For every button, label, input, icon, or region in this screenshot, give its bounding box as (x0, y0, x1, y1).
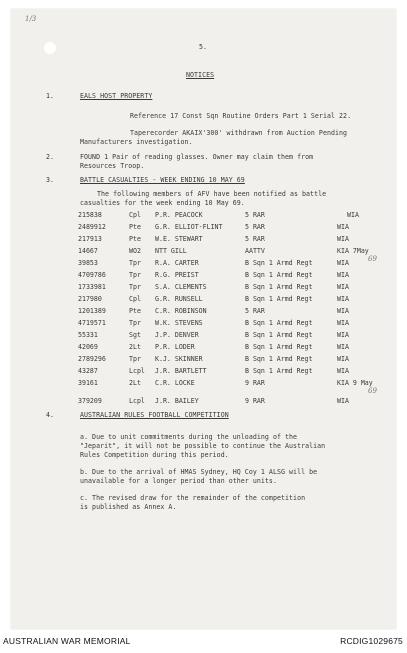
unit: AATTV (245, 247, 265, 255)
document-page (11, 9, 396, 629)
rank: WO2 (129, 247, 141, 255)
member-name: R.A. CARTER (155, 259, 199, 267)
status: WIA (337, 295, 349, 303)
handwritten-note: 69 (368, 387, 377, 395)
member-name: R.G. PREIST (155, 271, 199, 279)
unit: 5 RAR (245, 211, 265, 219)
item-4-para-a: a. Due to unit commitments during the unloading of the (80, 433, 298, 441)
item-4-para-b: b. Due to the arrival of HMAS Sydney, HQ Coy 1 ALSG will be (80, 468, 318, 476)
item-4-para-b: unavailable for a longer period than other units. (80, 477, 277, 485)
service-number: 217980 (78, 295, 102, 303)
table-row (11, 222, 396, 232)
item-1-line: Manufacturers investigation. (80, 138, 193, 146)
table-row (11, 330, 396, 340)
rank: Tpr (129, 319, 141, 327)
status: WIA (337, 319, 349, 327)
status: WIA (337, 283, 349, 291)
rank: Lcpl (129, 367, 145, 375)
unit: B Sqn 1 Armd Regt (245, 295, 313, 303)
item-3-line: The following members of AFV have been notified as battle (97, 190, 327, 198)
unit: 5 RAR (245, 235, 265, 243)
rank: Sgt (129, 331, 141, 339)
punch-hole (44, 42, 56, 54)
member-name: K.J. SKINNER (155, 355, 203, 363)
unit: B Sqn 1 Armd Regt (245, 271, 313, 279)
item-2-number: 2. (46, 153, 55, 161)
rank: Tpr (129, 355, 141, 363)
status: KIA 9 May (337, 379, 373, 387)
status: KIA 7May (337, 247, 369, 255)
item-3-line: casualties for the week ending 10 May 69. (80, 199, 245, 207)
table-row (11, 294, 396, 304)
member-name: J.P. DENVER (155, 331, 199, 339)
item-1-heading: EALS HOST PROPERTY (80, 92, 153, 100)
status: WIA (337, 235, 349, 243)
item-2-line: FOUND 1 Pair of reading glasses. Owner may claim them from (80, 153, 314, 161)
unit: B Sqn 1 Armd Regt (245, 355, 313, 363)
service-number: 4719571 (78, 319, 106, 327)
service-number: 2489912 (78, 223, 106, 231)
rank: Cpl (129, 295, 141, 303)
member-name: C.R. ROBINSON (155, 307, 207, 315)
unit: 9 RAR (245, 397, 265, 405)
table-row (11, 246, 396, 256)
service-number: 55331 (78, 331, 98, 339)
member-name: C.R. LOCKE (155, 379, 195, 387)
unit: B Sqn 1 Armd Regt (245, 331, 313, 339)
status: WIA (337, 367, 349, 375)
rank: Cpl (129, 211, 141, 219)
status: WIA (337, 223, 349, 231)
service-number: 217913 (78, 235, 102, 243)
unit: B Sqn 1 Armd Regt (245, 283, 313, 291)
corner-annotation: 1/3 (25, 15, 37, 23)
table-row (11, 366, 396, 376)
status: WIA (347, 211, 359, 219)
member-name: W.E. STEWART (155, 235, 203, 243)
service-number: 39853 (78, 259, 98, 267)
item-4-para-a: Rules Competition during this period. (80, 451, 229, 459)
item-2-line: Resources Troop. (80, 162, 145, 170)
unit: 9 RAR (245, 379, 265, 387)
unit: B Sqn 1 Armd Regt (245, 367, 313, 375)
rank: Lcpl (129, 397, 145, 405)
service-number: 42069 (78, 343, 98, 351)
table-row (11, 396, 396, 406)
rank: Tpr (129, 283, 141, 291)
table-row (11, 354, 396, 364)
item-4-heading: AUSTRALIAN RULES FOOTBALL COMPETITION (80, 411, 229, 419)
table-row (11, 282, 396, 292)
status: WIA (337, 259, 349, 267)
service-number: 379209 (78, 397, 102, 405)
status: WIA (337, 331, 349, 339)
member-name: P.R. PEACOCK (155, 211, 203, 219)
service-number: 215838 (78, 211, 102, 219)
status: WIA (337, 343, 349, 351)
item-3-number: 3. (46, 176, 55, 184)
rank: Pte (129, 235, 141, 243)
service-number: 43287 (78, 367, 98, 375)
rank: Tpr (129, 259, 141, 267)
item-4-para-a: "Jeparit", it will not be possible to continue the Australian (80, 442, 326, 450)
table-row (11, 270, 396, 280)
member-name: J.R. BARTLETT (155, 367, 207, 375)
item-1-number: 1. (46, 92, 55, 100)
service-number: 4709786 (78, 271, 106, 279)
handwritten-note: 69 (368, 255, 377, 263)
rank: Tpr (129, 271, 141, 279)
service-number: 14667 (78, 247, 98, 255)
table-row (11, 306, 396, 316)
member-name: S.A. CLEMENTS (155, 283, 207, 291)
service-number: 39161 (78, 379, 98, 387)
table-row (11, 378, 396, 388)
page-number: 5. (199, 43, 208, 51)
member-name: G.R. RUNSELL (155, 295, 203, 303)
table-row (11, 234, 396, 244)
member-name: J.R. BAILEY (155, 397, 199, 405)
footer-archive-name: AUSTRALIAN WAR MEMORIAL (3, 636, 131, 646)
member-name: G.R. ELLIOT-FLINT (155, 223, 223, 231)
item-1-line: Taperecorder AKAIX'300' withdrawn from Auction Pending (130, 129, 348, 137)
table-row (11, 318, 396, 328)
service-number: 2789296 (78, 355, 106, 363)
table-row (11, 342, 396, 352)
item-4-para-c: c. The revised draw for the remainder of the competition (80, 494, 306, 502)
unit: 5 RAR (245, 223, 265, 231)
member-name: NTT GILL (155, 247, 187, 255)
rank: 2Lt (129, 343, 141, 351)
service-number: 1201389 (78, 307, 106, 315)
rank: Pte (129, 307, 141, 315)
item-4-number: 4. (46, 411, 55, 419)
rank: Pte (129, 223, 141, 231)
item-3-heading: BATTLE CASUALTIES - WEEK ENDING 10 MAY 69 (80, 176, 245, 184)
rank: 2Lt (129, 379, 141, 387)
unit: B Sqn 1 Armd Regt (245, 319, 313, 327)
member-name: W.K. STEVENS (155, 319, 203, 327)
table-row (11, 210, 396, 220)
status: WIA (337, 271, 349, 279)
unit: 5 RAR (245, 307, 265, 315)
unit: B Sqn 1 Armd Regt (245, 259, 313, 267)
member-name: P.R. LODER (155, 343, 195, 351)
status: WIA (337, 307, 349, 315)
status: WIA (337, 397, 349, 405)
unit: B Sqn 1 Armd Regt (245, 343, 313, 351)
item-4-para-c: is published as Annex A. (80, 503, 177, 511)
footer-record-id: RCDIG1029675 (340, 636, 403, 646)
service-number: 1733981 (78, 283, 106, 291)
item-1-line: Reference 17 Const Sqn Routine Orders Part 1 Serial 22. (130, 112, 352, 120)
status: WIA (337, 355, 349, 363)
page-title: NOTICES (186, 71, 215, 79)
table-row (11, 258, 396, 268)
